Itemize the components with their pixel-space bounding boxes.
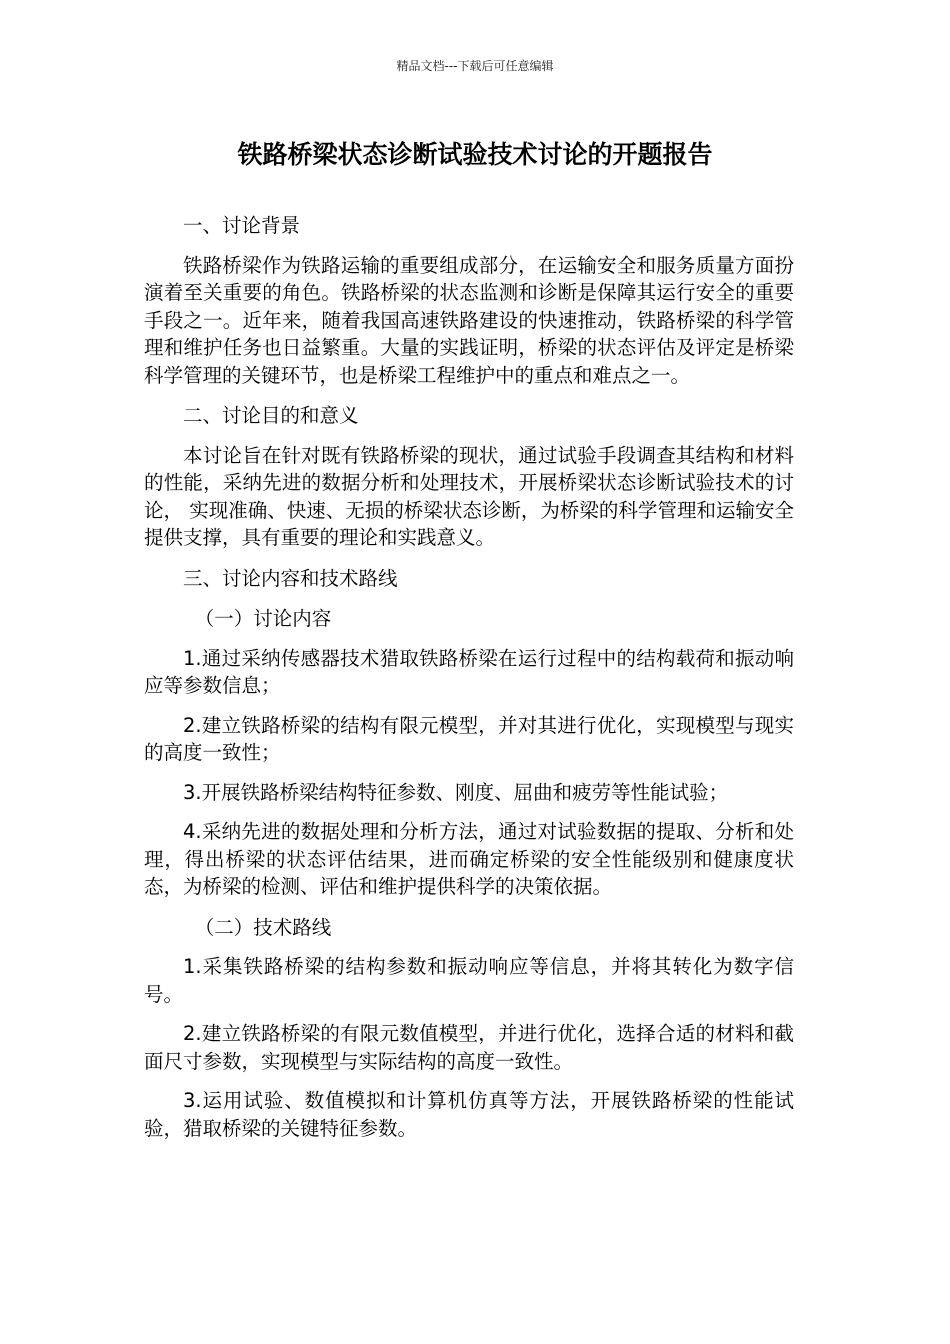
content-item: 3.开展铁路桥梁结构特征参数、刚度、屈曲和疲劳等性能试验； [183, 780, 729, 804]
purpose-paragraph: 本讨论旨在针对既有铁路桥梁的现状，通过试验手段调查其结构和材料的性能，采纳先进的数据分析和处理技术，开展桥梁状态诊断试验技术的讨论， 实现准确、快速、无损的桥梁状态诊断，为桥梁的科学管理和运输安全提供支撑，具有重要的理论和实践意义。 [144, 443, 794, 549]
route-item: 1.采集铁路桥梁的结构参数和振动响应等信息，并将其转化为数字信号。 [144, 955, 794, 1006]
section-heading-background: 一、讨论背景 [183, 214, 301, 237]
content-item: 4.采纳先进的数据处理和分析方法，通过对试验数据的提取、分析和处理，得出桥梁的状态评估结果，进而确定桥梁的安全性能级别和健康度状态，为桥梁的检测、评估和维护提供科学的决策依据。 [144, 820, 794, 898]
content-item: 2.建立铁路桥梁的结构有限元模型，并对其进行优化，实现模型与现实的高度一致性； [144, 713, 794, 764]
route-item: 2.建立铁路桥梁的有限元数值模型，并进行优化，选择合适的材料和截面尺寸参数，实现模型与实际结构的高度一致性。 [144, 1022, 794, 1073]
route-item: 3.运用试验、数值模拟和计算机仿真等方法，开展铁路桥梁的性能试验，猎取桥梁的关键特征参数。 [144, 1089, 794, 1140]
document-body [144, 212, 794, 1142]
content-item: 1.通过采纳传感器技术猎取铁路桥梁在运行过程中的结构载荷和振动响应等参数信息； [144, 646, 794, 697]
header-note: 精品文档---下载后可任意编辑 [396, 59, 554, 73]
subsection-heading-content: （一）讨论内容 [194, 607, 332, 630]
section-heading-content-route: 三、讨论内容和技术路线 [183, 566, 398, 590]
section-heading-purpose: 二、讨论目的和意义 [183, 404, 359, 427]
subsection-heading-route: （二）技术路线 [194, 915, 332, 939]
document-title: 铁路桥梁状态诊断试验技术讨论的开题报告 [237, 140, 713, 169]
background-paragraph: 铁路桥梁作为铁路运输的重要组成部分，在运输安全和服务质量方面扮演着至关重要的角色。铁路桥梁的状态监测和诊断是保障其运行安全的重要手段之一。近年来，随着我国高速铁路建设的快速推动，铁路桥梁的科学管理和维护任务也日益繁重。大量的实践证明，桥梁的状态评估及评定是桥梁科学管理的关键环节，也是桥梁工程维护中的重点和难点之一。 [144, 253, 794, 387]
